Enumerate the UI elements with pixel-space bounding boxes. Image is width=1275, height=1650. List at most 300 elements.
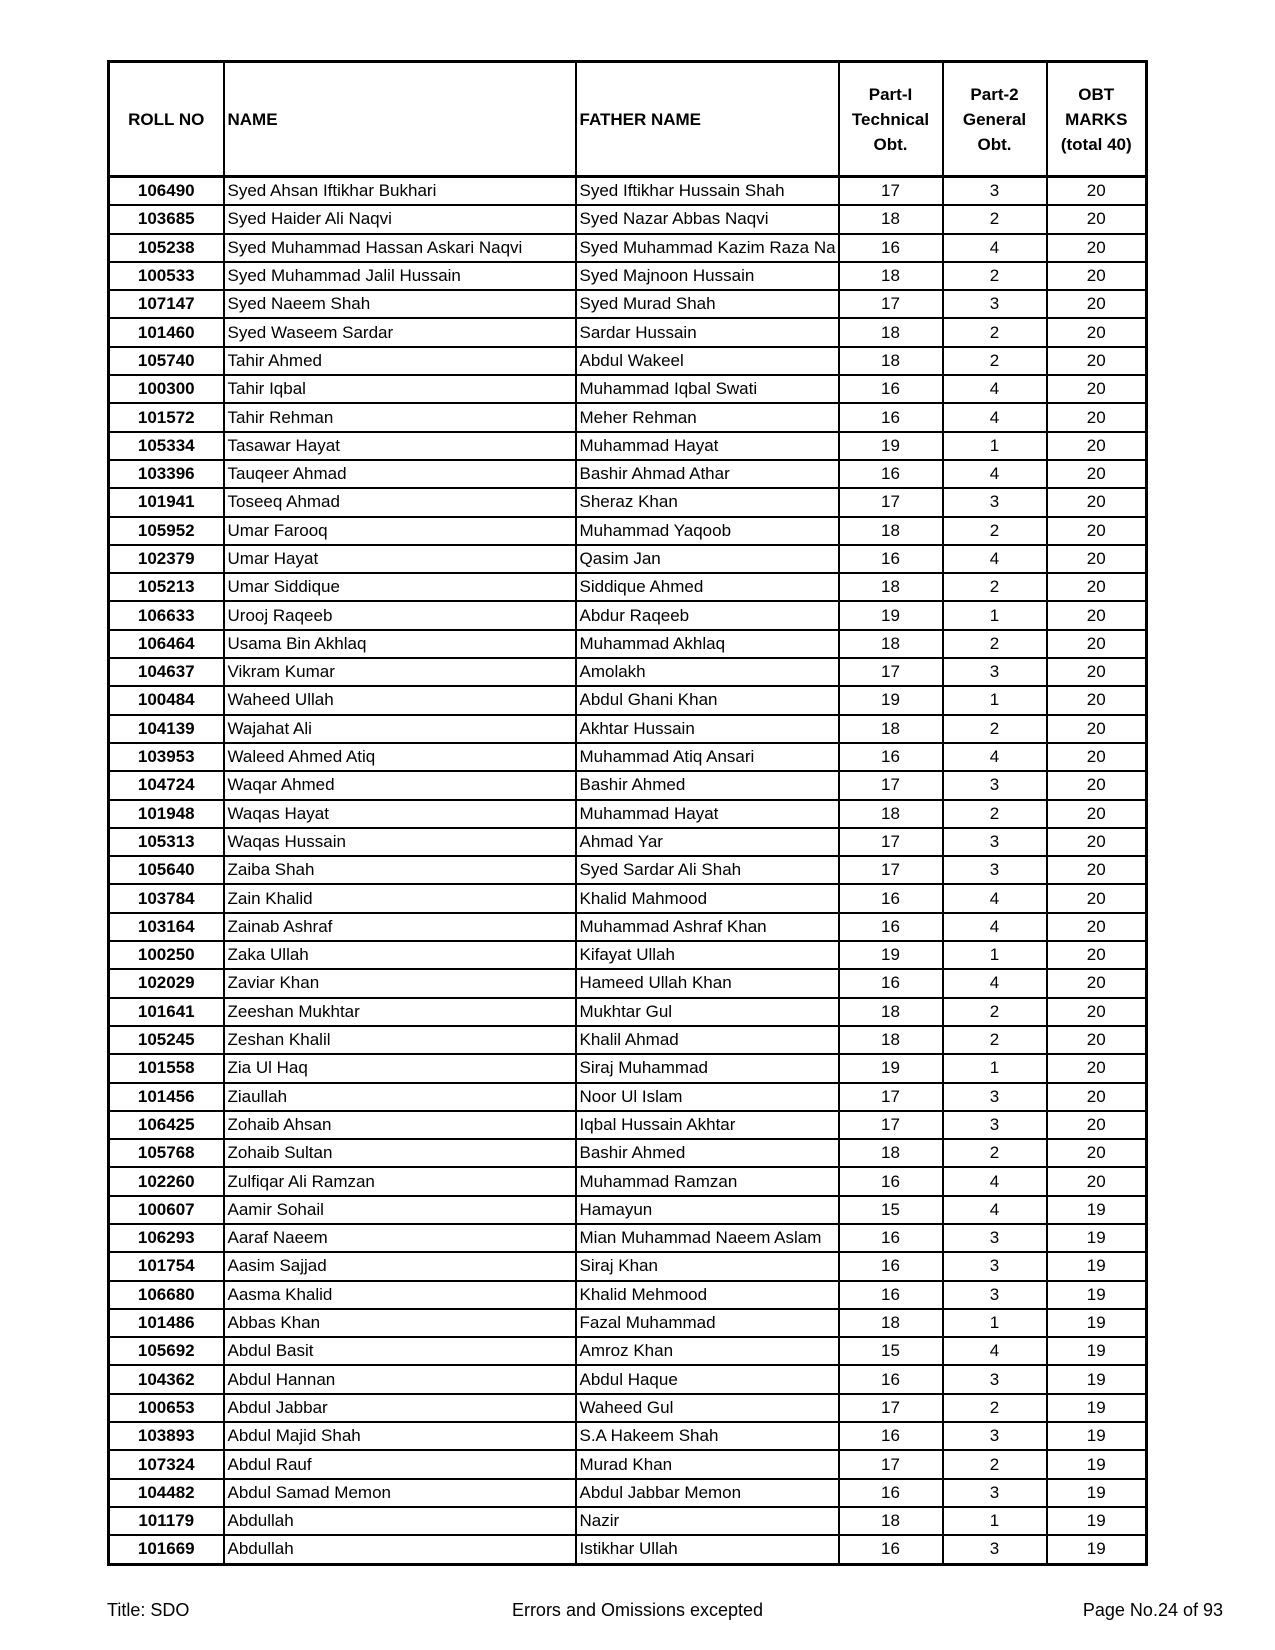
cell-roll-no: 104724: [109, 771, 224, 799]
cell-roll-no: 101179: [109, 1507, 224, 1535]
cell-obt-marks: 20: [1047, 460, 1147, 488]
table-body: [109, 177, 1147, 1565]
cell-part1: 18: [839, 715, 943, 743]
table-row: [109, 743, 1147, 771]
cell-obt-marks: 20: [1047, 347, 1147, 375]
cell-roll-no: 106680: [109, 1281, 224, 1309]
cell-name: Waheed Ullah: [224, 686, 576, 714]
cell-part1: 17: [839, 771, 943, 799]
cell-roll-no: 104139: [109, 715, 224, 743]
cell-part2: 1: [943, 941, 1047, 969]
header-row: [109, 62, 1147, 177]
cell-part1: 16: [839, 1252, 943, 1280]
cell-name: Abdullah: [224, 1507, 576, 1535]
cell-roll-no: 106490: [109, 177, 224, 206]
cell-father-name: Hameed Ullah Khan: [576, 969, 839, 997]
cell-part2: 2: [943, 573, 1047, 601]
cell-part1: 17: [839, 1111, 943, 1139]
cell-part2: 2: [943, 800, 1047, 828]
cell-father-name: Nazir: [576, 1507, 839, 1535]
cell-father-name: Syed Iftikhar Hussain Shah: [576, 177, 839, 206]
cell-father-name: Mukhtar Gul: [576, 998, 839, 1026]
header-name: NAME: [224, 62, 576, 177]
cell-part2: 3: [943, 771, 1047, 799]
cell-part2: 3: [943, 177, 1047, 206]
cell-name: Aamir Sohail: [224, 1196, 576, 1224]
cell-obt-marks: 19: [1047, 1252, 1147, 1280]
cell-roll-no: 100300: [109, 375, 224, 403]
cell-roll-no: 100250: [109, 941, 224, 969]
cell-father-name: Syed Murad Shah: [576, 290, 839, 318]
cell-obt-marks: 20: [1047, 771, 1147, 799]
table-row: [109, 517, 1147, 545]
table-row: [109, 1167, 1147, 1195]
cell-roll-no: 100484: [109, 686, 224, 714]
cell-part2: 3: [943, 1281, 1047, 1309]
cell-roll-no: 103164: [109, 913, 224, 941]
cell-roll-no: 105238: [109, 234, 224, 262]
cell-part2: 2: [943, 715, 1047, 743]
cell-part2: 2: [943, 1394, 1047, 1422]
cell-father-name: Noor Ul Islam: [576, 1083, 839, 1111]
cell-part1: 16: [839, 1535, 943, 1564]
cell-name: Toseeq Ahmad: [224, 488, 576, 516]
cell-roll-no: 104637: [109, 658, 224, 686]
cell-part1: 16: [839, 1422, 943, 1450]
cell-roll-no: 100607: [109, 1196, 224, 1224]
cell-part1: 16: [839, 884, 943, 912]
cell-part2: 4: [943, 913, 1047, 941]
cell-roll-no: 103893: [109, 1422, 224, 1450]
cell-roll-no: 101486: [109, 1309, 224, 1337]
table-row: [109, 403, 1147, 431]
cell-father-name: Bashir Ahmed: [576, 1139, 839, 1167]
cell-father-name: Hamayun: [576, 1196, 839, 1224]
cell-father-name: Mian Muhammad Naeem Aslam: [576, 1224, 839, 1252]
header-part1-line: Technical: [851, 109, 930, 129]
cell-roll-no: 106425: [109, 1111, 224, 1139]
cell-name: Zia Ul Haq: [224, 1054, 576, 1082]
table-row: [109, 347, 1147, 375]
cell-part1: 17: [839, 1394, 943, 1422]
cell-obt-marks: 20: [1047, 856, 1147, 884]
cell-father-name: Ahmad Yar: [576, 828, 839, 856]
header-part2-line: Part-2: [970, 84, 1019, 104]
cell-roll-no: 103953: [109, 743, 224, 771]
cell-obt-marks: 20: [1047, 375, 1147, 403]
cell-part1: 18: [839, 1026, 943, 1054]
cell-part2: 2: [943, 318, 1047, 346]
cell-obt-marks: 20: [1047, 630, 1147, 658]
cell-name: Usama Bin Akhlaq: [224, 630, 576, 658]
cell-roll-no: 102260: [109, 1167, 224, 1195]
cell-part2: 2: [943, 998, 1047, 1026]
cell-name: Tahir Iqbal: [224, 375, 576, 403]
header-obt-line: OBT: [1078, 84, 1115, 104]
cell-roll-no: 106633: [109, 601, 224, 629]
cell-part1: 19: [839, 941, 943, 969]
cell-roll-no: 101456: [109, 1083, 224, 1111]
table-row: [109, 1054, 1147, 1082]
cell-part2: 2: [943, 205, 1047, 233]
cell-name: Abdul Hannan: [224, 1365, 576, 1393]
cell-name: Umar Siddique: [224, 573, 576, 601]
table-row: [109, 856, 1147, 884]
footer-page-number: Page No.24 of 93: [1082, 1600, 1223, 1620]
cell-part2: 3: [943, 1083, 1047, 1111]
cell-father-name: Abdul Jabbar Memon: [576, 1479, 839, 1507]
cell-father-name: Meher Rehman: [576, 403, 839, 431]
cell-name: Abdullah: [224, 1535, 576, 1564]
cell-name: Waqar Ahmed: [224, 771, 576, 799]
cell-father-name: Iqbal Hussain Akhtar: [576, 1111, 839, 1139]
table-row: [109, 1422, 1147, 1450]
table-row: [109, 1365, 1147, 1393]
cell-obt-marks: 20: [1047, 205, 1147, 233]
cell-father-name: Syed Majnoon Hussain: [576, 262, 839, 290]
cell-name: Zaviar Khan: [224, 969, 576, 997]
cell-part2: 1: [943, 686, 1047, 714]
cell-father-name: Fazal Muhammad: [576, 1309, 839, 1337]
cell-part1: 16: [839, 403, 943, 431]
header-roll-no: ROLL NO: [109, 62, 224, 177]
cell-part1: 16: [839, 234, 943, 262]
cell-part1: 18: [839, 1309, 943, 1337]
cell-part2: 3: [943, 856, 1047, 884]
cell-roll-no: 107147: [109, 290, 224, 318]
cell-name: Zainab Ashraf: [224, 913, 576, 941]
table-row: [109, 771, 1147, 799]
table-row: [109, 1394, 1147, 1422]
cell-father-name: Siraj Khan: [576, 1252, 839, 1280]
cell-part2: 3: [943, 1224, 1047, 1252]
cell-obt-marks: 20: [1047, 686, 1147, 714]
cell-roll-no: 102379: [109, 545, 224, 573]
cell-obt-marks: 20: [1047, 403, 1147, 431]
cell-part2: 3: [943, 1535, 1047, 1564]
cell-obt-marks: 19: [1047, 1535, 1147, 1564]
table-row: [109, 460, 1147, 488]
cell-obt-marks: 19: [1047, 1309, 1147, 1337]
cell-part2: 4: [943, 1337, 1047, 1365]
cell-name: Syed Ahsan Iftikhar Bukhari: [224, 177, 576, 206]
cell-name: Zulfiqar Ali Ramzan: [224, 1167, 576, 1195]
cell-part1: 15: [839, 1196, 943, 1224]
cell-obt-marks: 20: [1047, 1139, 1147, 1167]
cell-obt-marks: 20: [1047, 262, 1147, 290]
cell-name: Aasma Khalid: [224, 1281, 576, 1309]
cell-part2: 2: [943, 1139, 1047, 1167]
cell-part2: 3: [943, 290, 1047, 318]
cell-part1: 18: [839, 205, 943, 233]
cell-part2: 4: [943, 234, 1047, 262]
table-row: [109, 828, 1147, 856]
cell-part2: 1: [943, 1054, 1047, 1082]
cell-part1: 18: [839, 573, 943, 601]
cell-part1: 16: [839, 460, 943, 488]
cell-name: Urooj Raqeeb: [224, 601, 576, 629]
cell-father-name: Khalid Mehmood: [576, 1281, 839, 1309]
cell-part1: 17: [839, 658, 943, 686]
cell-father-name: Muhammad Hayat: [576, 432, 839, 460]
table-row: [109, 1507, 1147, 1535]
cell-obt-marks: 20: [1047, 1054, 1147, 1082]
cell-father-name: Siraj Muhammad: [576, 1054, 839, 1082]
table-row: [109, 1139, 1147, 1167]
cell-name: Syed Naeem Shah: [224, 290, 576, 318]
cell-part2: 4: [943, 1196, 1047, 1224]
cell-roll-no: 100533: [109, 262, 224, 290]
table-row: [109, 1337, 1147, 1365]
cell-roll-no: 101669: [109, 1535, 224, 1564]
cell-name: Zeshan Khalil: [224, 1026, 576, 1054]
table-row: [109, 969, 1147, 997]
cell-obt-marks: 20: [1047, 941, 1147, 969]
footer-title: Title: SDO: [107, 1600, 190, 1620]
cell-name: Syed Haider Ali Naqvi: [224, 205, 576, 233]
cell-obt-marks: 20: [1047, 828, 1147, 856]
cell-obt-marks: 20: [1047, 177, 1147, 206]
cell-obt-marks: 19: [1047, 1450, 1147, 1478]
table-row: [109, 998, 1147, 1026]
cell-obt-marks: 20: [1047, 1026, 1147, 1054]
cell-obt-marks: 20: [1047, 601, 1147, 629]
cell-part1: 17: [839, 488, 943, 516]
results-table: [107, 60, 1148, 1566]
cell-name: Waqas Hussain: [224, 828, 576, 856]
cell-roll-no: 101558: [109, 1054, 224, 1082]
table-row: [109, 658, 1147, 686]
cell-part1: 17: [839, 290, 943, 318]
cell-roll-no: 105334: [109, 432, 224, 460]
header-obt-line: MARKS: [1065, 109, 1128, 129]
table-row: [109, 488, 1147, 516]
cell-name: Syed Waseem Sardar: [224, 318, 576, 346]
cell-obt-marks: 19: [1047, 1422, 1147, 1450]
cell-obt-marks: 20: [1047, 1167, 1147, 1195]
cell-father-name: Abdul Wakeel: [576, 347, 839, 375]
cell-obt-marks: 20: [1047, 969, 1147, 997]
cell-father-name: Amroz Khan: [576, 1337, 839, 1365]
table-row: [109, 290, 1147, 318]
cell-part2: 3: [943, 488, 1047, 516]
cell-name: Tahir Ahmed: [224, 347, 576, 375]
cell-obt-marks: 20: [1047, 318, 1147, 346]
cell-father-name: Syed Nazar Abbas Naqvi: [576, 205, 839, 233]
cell-part2: 4: [943, 545, 1047, 573]
cell-part1: 18: [839, 262, 943, 290]
cell-father-name: Waheed Gul: [576, 1394, 839, 1422]
cell-obt-marks: 20: [1047, 432, 1147, 460]
cell-roll-no: 105740: [109, 347, 224, 375]
cell-father-name: Syed Muhammad Kazim Raza Na: [576, 234, 839, 262]
cell-part1: 18: [839, 630, 943, 658]
cell-part2: 4: [943, 1167, 1047, 1195]
table-row: [109, 1224, 1147, 1252]
cell-father-name: Qasim Jan: [576, 545, 839, 573]
cell-name: Wajahat Ali: [224, 715, 576, 743]
header-father-name: FATHER NAME: [576, 62, 839, 177]
cell-part2: 1: [943, 1309, 1047, 1337]
cell-name: Zohaib Ahsan: [224, 1111, 576, 1139]
cell-part1: 18: [839, 347, 943, 375]
cell-part1: 16: [839, 1167, 943, 1195]
table-row: [109, 205, 1147, 233]
cell-part1: 19: [839, 1054, 943, 1082]
cell-part1: 17: [839, 1083, 943, 1111]
cell-obt-marks: 20: [1047, 1111, 1147, 1139]
cell-father-name: Muhammad Ramzan: [576, 1167, 839, 1195]
header-part2-line: General: [962, 109, 1027, 129]
cell-name: Umar Hayat: [224, 545, 576, 573]
cell-part2: 3: [943, 1252, 1047, 1280]
cell-part1: 19: [839, 686, 943, 714]
cell-part2: 2: [943, 630, 1047, 658]
cell-father-name: Muhammad Atiq Ansari: [576, 743, 839, 771]
cell-obt-marks: 19: [1047, 1196, 1147, 1224]
cell-father-name: Sheraz Khan: [576, 488, 839, 516]
cell-name: Tauqeer Ahmad: [224, 460, 576, 488]
cell-roll-no: 105213: [109, 573, 224, 601]
cell-father-name: Muhammad Iqbal Swati: [576, 375, 839, 403]
cell-obt-marks: 19: [1047, 1281, 1147, 1309]
cell-roll-no: 103784: [109, 884, 224, 912]
table-row: [109, 1196, 1147, 1224]
table-row: [109, 630, 1147, 658]
cell-part1: 15: [839, 1337, 943, 1365]
cell-part1: 17: [839, 1450, 943, 1478]
cell-father-name: Khalil Ahmad: [576, 1026, 839, 1054]
cell-roll-no: 105245: [109, 1026, 224, 1054]
cell-name: Zain Khalid: [224, 884, 576, 912]
cell-obt-marks: 19: [1047, 1337, 1147, 1365]
cell-father-name: Kifayat Ullah: [576, 941, 839, 969]
table-row: [109, 1450, 1147, 1478]
table-row: [109, 884, 1147, 912]
table-row: [109, 234, 1147, 262]
cell-name: Abdul Majid Shah: [224, 1422, 576, 1450]
cell-roll-no: 104362: [109, 1365, 224, 1393]
table-row: [109, 432, 1147, 460]
cell-part2: 3: [943, 1479, 1047, 1507]
cell-roll-no: 103685: [109, 205, 224, 233]
table-row: [109, 573, 1147, 601]
cell-roll-no: 106464: [109, 630, 224, 658]
cell-name: Abdul Jabbar: [224, 1394, 576, 1422]
header-obt-marks: [1047, 62, 1147, 177]
table-row: [109, 1309, 1147, 1337]
cell-father-name: Muhammad Yaqoob: [576, 517, 839, 545]
cell-part2: 4: [943, 403, 1047, 431]
cell-part2: 1: [943, 1507, 1047, 1535]
cell-part2: 1: [943, 601, 1047, 629]
cell-father-name: Bashir Ahmed: [576, 771, 839, 799]
cell-name: Umar Farooq: [224, 517, 576, 545]
cell-name: Abdul Samad Memon: [224, 1479, 576, 1507]
cell-roll-no: 105952: [109, 517, 224, 545]
cell-part1: 19: [839, 432, 943, 460]
cell-father-name: Muhammad Ashraf Khan: [576, 913, 839, 941]
cell-part1: 17: [839, 828, 943, 856]
cell-part1: 16: [839, 375, 943, 403]
cell-part2: 3: [943, 1365, 1047, 1393]
cell-name: Waqas Hayat: [224, 800, 576, 828]
header-obt-line: (total 40): [1060, 134, 1132, 154]
cell-roll-no: 105640: [109, 856, 224, 884]
cell-part1: 18: [839, 318, 943, 346]
cell-part1: 18: [839, 1139, 943, 1167]
table-row: [109, 1479, 1147, 1507]
cell-father-name: Bashir Ahmad Athar: [576, 460, 839, 488]
cell-part1: 16: [839, 743, 943, 771]
cell-part2: 2: [943, 517, 1047, 545]
cell-part1: 16: [839, 1224, 943, 1252]
cell-name: Zaiba Shah: [224, 856, 576, 884]
cell-part2: 4: [943, 460, 1047, 488]
cell-part1: 16: [839, 1281, 943, 1309]
cell-roll-no: 105692: [109, 1337, 224, 1365]
cell-name: Ziaullah: [224, 1083, 576, 1111]
cell-father-name: Muhammad Akhlaq: [576, 630, 839, 658]
table-row: [109, 262, 1147, 290]
cell-part1: 16: [839, 913, 943, 941]
cell-obt-marks: 19: [1047, 1365, 1147, 1393]
header-part1-technical: [839, 62, 943, 177]
cell-name: Tasawar Hayat: [224, 432, 576, 460]
cell-part1: 17: [839, 177, 943, 206]
cell-father-name: Syed Sardar Ali Shah: [576, 856, 839, 884]
table-row: [109, 913, 1147, 941]
cell-obt-marks: 19: [1047, 1507, 1147, 1535]
cell-part1: 16: [839, 969, 943, 997]
table-row: [109, 318, 1147, 346]
cell-obt-marks: 20: [1047, 517, 1147, 545]
table-row: [109, 177, 1147, 206]
cell-name: Abdul Basit: [224, 1337, 576, 1365]
table-row: [109, 715, 1147, 743]
cell-part2: 3: [943, 828, 1047, 856]
cell-roll-no: 105768: [109, 1139, 224, 1167]
cell-father-name: Amolakh: [576, 658, 839, 686]
header-part1-line: Part-I: [868, 84, 913, 104]
cell-roll-no: 101948: [109, 800, 224, 828]
cell-obt-marks: 20: [1047, 998, 1147, 1026]
cell-name: Aasim Sajjad: [224, 1252, 576, 1280]
cell-part1: 18: [839, 998, 943, 1026]
cell-roll-no: 107324: [109, 1450, 224, 1478]
cell-roll-no: 106293: [109, 1224, 224, 1252]
cell-part1: 16: [839, 1479, 943, 1507]
cell-father-name: Akhtar Hussain: [576, 715, 839, 743]
cell-part2: 4: [943, 884, 1047, 912]
cell-roll-no: 102029: [109, 969, 224, 997]
cell-father-name: Abdur Raqeeb: [576, 601, 839, 629]
table-row: [109, 1111, 1147, 1139]
table-row: [109, 1252, 1147, 1280]
cell-father-name: Sardar Hussain: [576, 318, 839, 346]
cell-father-name: Abdul Ghani Khan: [576, 686, 839, 714]
cell-part2: 2: [943, 1026, 1047, 1054]
table-row: [109, 800, 1147, 828]
cell-obt-marks: 19: [1047, 1479, 1147, 1507]
table-row: [109, 1535, 1147, 1564]
cell-part2: 2: [943, 347, 1047, 375]
cell-roll-no: 101941: [109, 488, 224, 516]
cell-roll-no: 104482: [109, 1479, 224, 1507]
cell-part1: 19: [839, 601, 943, 629]
cell-obt-marks: 20: [1047, 290, 1147, 318]
footer-disclaimer: Errors and Omissions excepted: [511, 1600, 764, 1620]
